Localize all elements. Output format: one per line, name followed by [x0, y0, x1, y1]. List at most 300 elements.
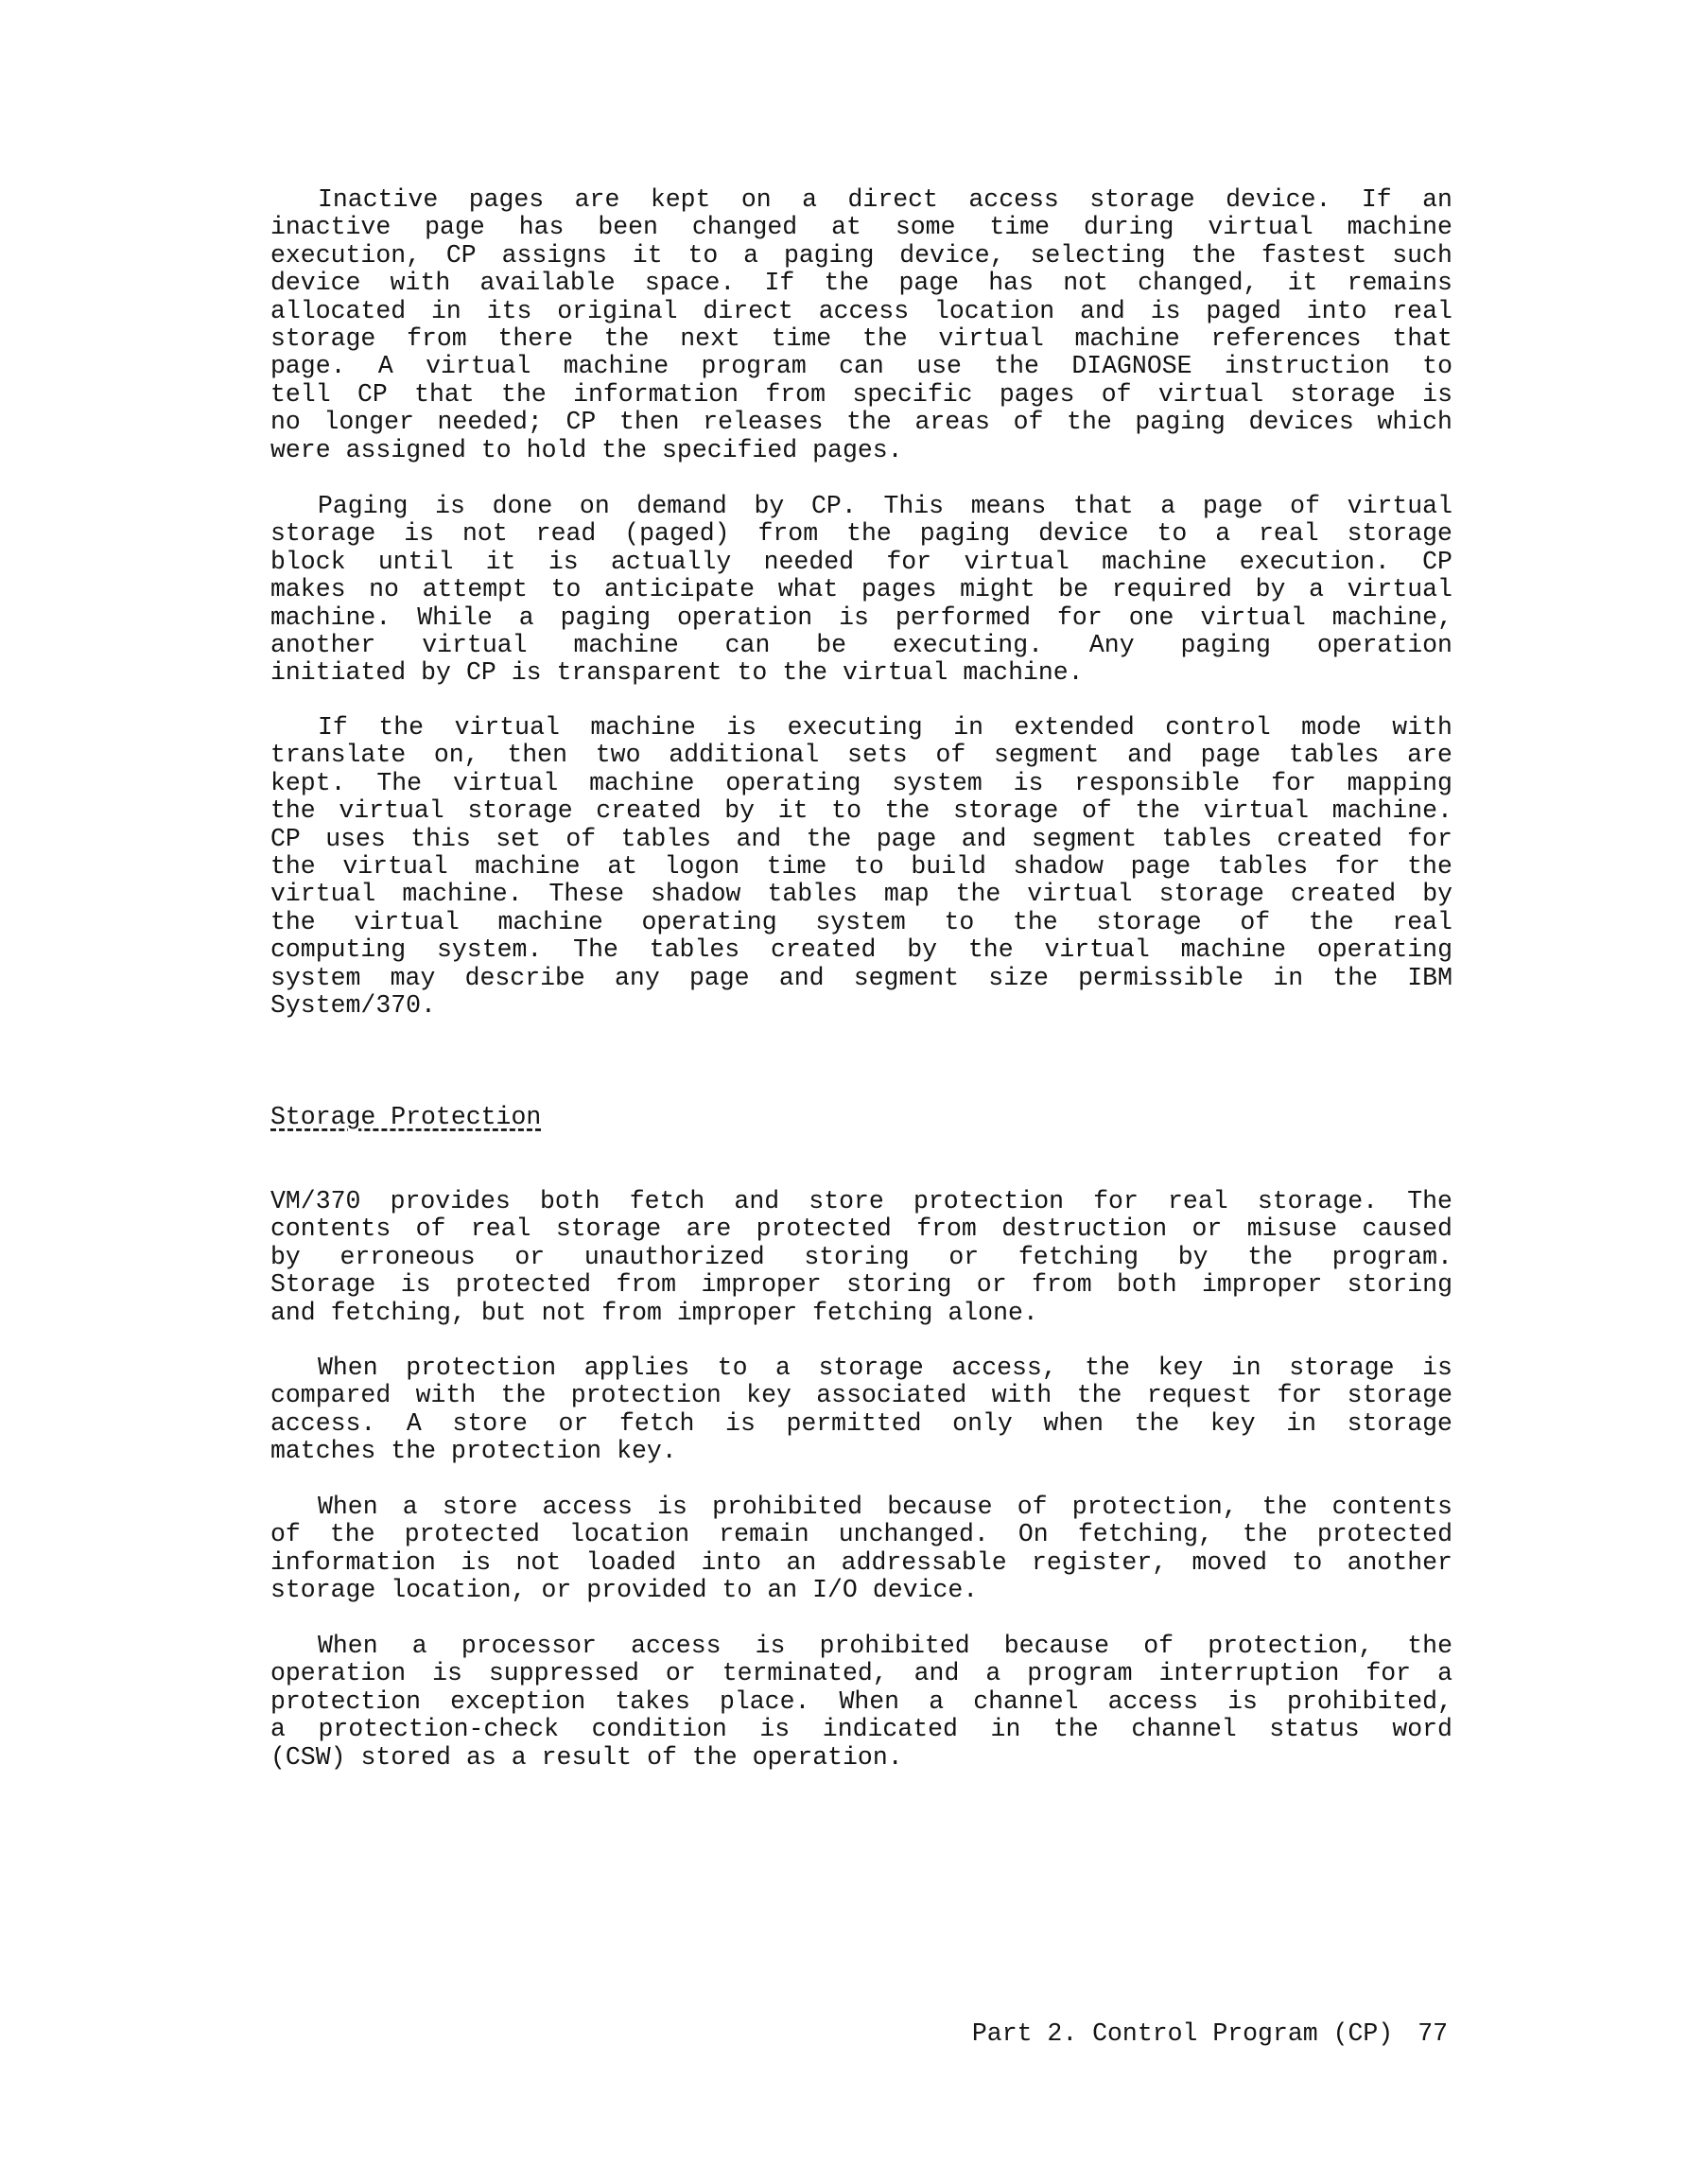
word: the: [270, 796, 316, 826]
word: the: [603, 323, 650, 353]
word: the: [270, 851, 316, 881]
word: page: [876, 824, 937, 853]
word: moved: [1191, 1547, 1268, 1577]
word: pages: [468, 185, 545, 214]
word: program: [701, 352, 807, 381]
word: the: [1012, 907, 1058, 936]
word: virtual: [339, 796, 444, 826]
word: real: [1259, 519, 1319, 549]
text-line: [270, 1215, 1452, 1243]
word: information: [573, 379, 739, 409]
word: a: [270, 1715, 286, 1744]
word: mapping: [1347, 768, 1452, 797]
word: are: [1407, 741, 1452, 770]
word: sets: [847, 741, 908, 770]
word: If: [764, 269, 795, 298]
page-footer: [972, 2019, 1448, 2048]
word: of: [415, 1214, 446, 1244]
word: the: [955, 880, 1001, 909]
word: only: [952, 1408, 1013, 1438]
word: the: [1052, 1715, 1099, 1744]
word: of: [647, 1742, 677, 1772]
word: associated: [816, 1381, 967, 1410]
word: virtual: [938, 323, 1044, 353]
word: because: [1003, 1632, 1110, 1660]
word: machine: [589, 768, 695, 797]
paragraph-processor-access-prohibited: [270, 1633, 1452, 1772]
word: system: [892, 768, 983, 797]
text-line: [270, 325, 1452, 353]
word: information: [270, 1547, 436, 1577]
text-line: [270, 1521, 1452, 1548]
word: with: [390, 269, 451, 298]
word: on,: [433, 741, 479, 770]
word: protection,: [1071, 1493, 1238, 1521]
text-line: [270, 576, 1452, 603]
word: status: [1269, 1715, 1360, 1744]
word: the: [270, 907, 316, 936]
text-line: [270, 881, 1452, 908]
word: in: [1273, 963, 1304, 992]
word: protection: [451, 1437, 602, 1466]
word: from: [407, 323, 467, 353]
word: with: [1392, 713, 1452, 742]
word: into: [701, 1547, 762, 1577]
word: device: [270, 269, 361, 298]
word: the: [1076, 1381, 1122, 1410]
word: specific: [852, 379, 973, 409]
word: key.: [617, 1437, 677, 1466]
word: machine: [1347, 213, 1452, 242]
word: the: [1407, 1632, 1452, 1660]
word: allocated: [270, 296, 407, 325]
word: operating: [641, 907, 777, 936]
text-line: [270, 353, 1452, 380]
word: or: [976, 1270, 1007, 1300]
word: unchanged.: [838, 1520, 989, 1549]
word: addressable: [841, 1547, 1007, 1577]
word: and: [736, 824, 782, 853]
word: store: [442, 1493, 518, 1521]
text-line: [270, 298, 1452, 325]
word: If: [318, 713, 348, 742]
word: segment: [1031, 824, 1138, 853]
word: to: [717, 1354, 748, 1382]
word: be: [1058, 575, 1089, 604]
word: tables: [1288, 741, 1380, 770]
word: virtual: [1157, 379, 1264, 409]
word: System/370.: [270, 990, 436, 1020]
text-line: [270, 493, 1452, 520]
word: and: [1080, 296, 1125, 325]
text-line: [270, 936, 1452, 964]
word: shadow: [1013, 851, 1104, 881]
word: the: [967, 935, 1014, 965]
word: the: [391, 1437, 437, 1466]
word: demand: [636, 492, 727, 520]
text-line: [270, 1271, 1452, 1299]
word: permissible: [1078, 963, 1244, 992]
word: and: [270, 1298, 316, 1327]
word: erroneous: [339, 1242, 476, 1271]
word: computing: [270, 935, 407, 965]
paragraph-paging-on-demand: [270, 493, 1452, 688]
word: suppressed: [488, 1659, 639, 1688]
word: If: [1361, 185, 1392, 214]
word: protection: [570, 1381, 722, 1410]
word: protection: [270, 1686, 422, 1716]
word: machine: [475, 851, 581, 881]
word: has: [988, 269, 1034, 298]
word: is: [755, 1632, 786, 1660]
word: The: [573, 935, 618, 965]
word: this: [410, 824, 471, 853]
word: the: [500, 1381, 547, 1410]
word: access: [542, 1493, 633, 1521]
word: map: [883, 880, 930, 909]
word: page: [1200, 741, 1261, 770]
paragraph-inactive-pages: [270, 186, 1452, 464]
word: a: [518, 603, 534, 632]
word: or: [1191, 1214, 1223, 1244]
word: assigns: [501, 240, 607, 270]
word: any: [615, 963, 660, 992]
word: use: [916, 352, 962, 381]
word: to: [1422, 352, 1452, 381]
word: This: [883, 492, 945, 520]
word: and: [778, 963, 825, 992]
word: protected: [756, 1214, 892, 1244]
word: for: [1365, 1659, 1412, 1688]
word: can: [724, 630, 771, 659]
word: then: [618, 408, 680, 437]
word: on: [740, 185, 772, 214]
word: processor: [461, 1632, 597, 1660]
word: a: [1215, 519, 1231, 549]
word: storing: [804, 1242, 910, 1271]
word: for: [1407, 824, 1452, 853]
word: execution.: [1239, 547, 1390, 576]
word: virtual: [1208, 213, 1313, 242]
word: CP.: [811, 492, 857, 520]
word: describe: [464, 963, 585, 992]
word: the: [1191, 240, 1237, 270]
word: location,: [391, 1576, 527, 1605]
word: indicated: [822, 1715, 958, 1744]
word: machine: [573, 630, 679, 659]
text-line: [270, 909, 1452, 936]
word: fetching,: [330, 1298, 466, 1327]
word: storage: [952, 796, 1059, 826]
word: a: [1160, 492, 1176, 520]
word: operation: [270, 1659, 407, 1688]
word: the: [806, 824, 852, 853]
word: caused: [1362, 1214, 1452, 1244]
word: can: [839, 352, 884, 381]
word: that: [1072, 492, 1134, 520]
word: the: [861, 323, 908, 353]
word: page: [1202, 492, 1263, 520]
word: storage: [1347, 519, 1452, 549]
word: of: [1081, 796, 1112, 826]
word: of: [935, 741, 966, 770]
word: contents: [1331, 1493, 1452, 1521]
word: fastest: [1261, 240, 1367, 270]
word: and: [1127, 741, 1173, 770]
word: it: [777, 796, 809, 826]
word: virtual: [1200, 603, 1306, 632]
word: is: [759, 1715, 791, 1744]
word: storing: [846, 1270, 952, 1300]
word: by: [724, 796, 756, 826]
word: because: [887, 1493, 993, 1521]
word: time: [989, 213, 1051, 242]
word: from: [765, 379, 826, 409]
word: machine.: [963, 658, 1084, 688]
word: page: [898, 269, 960, 298]
word: done: [492, 492, 553, 520]
word: two: [595, 741, 641, 770]
word: protection: [406, 1354, 557, 1382]
word: machine,: [1331, 603, 1452, 632]
word: location: [568, 1520, 690, 1549]
word: pages.: [812, 435, 903, 464]
word: A: [377, 352, 393, 381]
paragraph-extended-control-mode: [270, 714, 1452, 1020]
word: fetching: [1017, 1242, 1139, 1271]
word: of: [1017, 1493, 1048, 1521]
word: real: [470, 1214, 531, 1244]
word: the: [378, 713, 425, 742]
word: space.: [644, 269, 736, 298]
word: the: [994, 352, 1039, 381]
word: provides: [390, 1187, 511, 1215]
word: is: [725, 1408, 756, 1438]
word: alone.: [948, 1298, 1038, 1327]
word: anticipate: [604, 575, 756, 604]
word: needed;: [437, 408, 543, 437]
word: exception: [450, 1686, 586, 1716]
word: virtual: [354, 907, 460, 936]
word: access,: [951, 1354, 1057, 1382]
footer-section-title: Part 2. Control Program (CP): [971, 2019, 1394, 2048]
word: block: [270, 547, 346, 576]
text-line: [270, 826, 1452, 853]
word: a: [1309, 575, 1324, 604]
word: Paging: [318, 492, 409, 520]
word: the: [501, 379, 547, 409]
word: and: [913, 1659, 960, 1688]
word: another: [1347, 1547, 1452, 1577]
word: real: [1168, 1187, 1228, 1215]
word: a: [985, 1659, 1001, 1688]
word: of: [1290, 492, 1320, 520]
word: then: [507, 741, 567, 770]
word: in: [953, 713, 984, 742]
word: paging: [919, 519, 1011, 549]
word: register,: [1032, 1547, 1168, 1577]
word: operation.: [752, 1742, 903, 1772]
word: paging: [783, 240, 875, 270]
word: location: [933, 296, 1055, 325]
word: next: [680, 323, 740, 353]
word: inactive: [270, 213, 391, 242]
word: both: [1117, 1270, 1177, 1300]
word: are: [686, 1214, 732, 1244]
word: operating: [725, 768, 861, 797]
word: such: [1392, 240, 1452, 270]
word: improper: [701, 1270, 822, 1300]
word: The: [376, 768, 423, 797]
word: tables: [1217, 851, 1309, 881]
text-line: [270, 604, 1452, 632]
word: pages: [861, 575, 937, 604]
word: to: [1157, 519, 1188, 549]
text-line: [270, 549, 1452, 576]
word: a: [743, 240, 759, 270]
word: areas: [914, 408, 990, 437]
word: Any: [1088, 630, 1135, 659]
word: or: [665, 1659, 696, 1688]
word: virtual: [422, 630, 528, 659]
word: provided: [586, 1576, 707, 1605]
word: references: [1210, 323, 1362, 353]
word: unauthorized: [583, 1242, 765, 1271]
word: the: [1135, 796, 1181, 826]
word: remains: [1347, 269, 1452, 298]
word: While: [417, 603, 493, 632]
word: attempt: [422, 575, 528, 604]
word: page: [688, 963, 750, 992]
word: CP: [445, 240, 477, 270]
word: or: [558, 1408, 589, 1438]
word: another: [270, 630, 376, 659]
word: size: [988, 963, 1049, 992]
word: is: [1227, 1686, 1258, 1716]
word: a: [411, 1632, 427, 1660]
word: is: [1013, 768, 1044, 797]
word: of: [1240, 907, 1271, 936]
word: applies: [583, 1354, 690, 1382]
word: or: [948, 1242, 980, 1271]
word: no: [369, 575, 399, 604]
word: has: [518, 213, 565, 242]
text-line: [270, 1744, 1452, 1772]
word: machine: [1102, 547, 1208, 576]
text-line: [270, 520, 1452, 548]
word: in: [1230, 1354, 1261, 1382]
word: instruction: [1224, 352, 1390, 381]
word: machine.: [402, 880, 523, 909]
word: virtual: [1044, 935, 1150, 965]
word: or: [541, 1576, 572, 1605]
word: the: [601, 435, 648, 464]
word: segment: [853, 963, 960, 992]
word: changed: [691, 213, 798, 242]
word: interruption: [1158, 1659, 1340, 1688]
text-line: [270, 1300, 1452, 1327]
text-line: [270, 1577, 1452, 1604]
word: These: [548, 880, 625, 909]
word: when: [1043, 1408, 1104, 1438]
word: virtual: [452, 768, 559, 797]
word: is: [461, 1547, 492, 1577]
word: virtual: [1347, 492, 1452, 520]
word: machine: [1180, 935, 1286, 965]
word: storage: [1096, 907, 1202, 936]
word: real: [1392, 296, 1452, 325]
word: prohibited,: [1287, 1686, 1452, 1716]
word: specified: [662, 435, 798, 464]
word: storage: [270, 519, 376, 549]
word: the: [782, 658, 828, 688]
word: but: [480, 1298, 527, 1327]
word: tell: [270, 379, 331, 409]
word: it: [1287, 269, 1318, 298]
word: is: [1422, 1354, 1452, 1382]
word: available: [479, 269, 616, 298]
word: prohibited: [712, 1493, 863, 1521]
word: store: [452, 1408, 528, 1438]
word: fetching,: [1077, 1520, 1213, 1549]
word: request: [1146, 1381, 1253, 1410]
word: an: [767, 1576, 798, 1605]
word: kept: [650, 185, 711, 214]
text-line: [270, 1382, 1452, 1409]
word: at: [831, 213, 861, 242]
word: into: [1306, 296, 1367, 325]
word: storage: [467, 796, 573, 826]
text-line: [270, 1688, 1452, 1716]
paragraph-protection-key: [270, 1354, 1452, 1466]
word: channel: [973, 1686, 1079, 1716]
word: virtual: [1027, 880, 1133, 909]
word: actually: [611, 547, 732, 576]
word: storing: [1347, 1270, 1452, 1300]
text-line: [270, 186, 1452, 214]
word: program: [1027, 1659, 1133, 1688]
word: (paged): [624, 519, 730, 549]
word: a: [511, 1742, 527, 1772]
word: with: [991, 1381, 1052, 1410]
word: with: [415, 1381, 477, 1410]
word: pages: [999, 379, 1075, 409]
text-line: [270, 992, 1452, 1020]
word: tables: [649, 935, 740, 965]
word: from: [601, 1298, 662, 1327]
word: to: [831, 796, 861, 826]
word: virtual: [342, 851, 448, 881]
word: program.: [1331, 1242, 1452, 1271]
word: the: [1067, 408, 1112, 437]
word: machine.: [1331, 796, 1452, 826]
word: logon: [664, 851, 740, 881]
word: virtual: [843, 658, 948, 688]
word: both: [539, 1187, 600, 1215]
word: means: [970, 492, 1047, 520]
word: in: [990, 1715, 1021, 1744]
word: access: [1107, 1686, 1199, 1716]
word: On: [1017, 1520, 1049, 1549]
word: by: [421, 658, 451, 688]
word: storage: [818, 1354, 924, 1382]
word: the: [846, 519, 892, 549]
text-line: [270, 714, 1452, 742]
word: I/O: [812, 1576, 858, 1605]
word: page: [425, 213, 485, 242]
word: When: [318, 1632, 378, 1660]
word: protection-check: [318, 1715, 559, 1744]
